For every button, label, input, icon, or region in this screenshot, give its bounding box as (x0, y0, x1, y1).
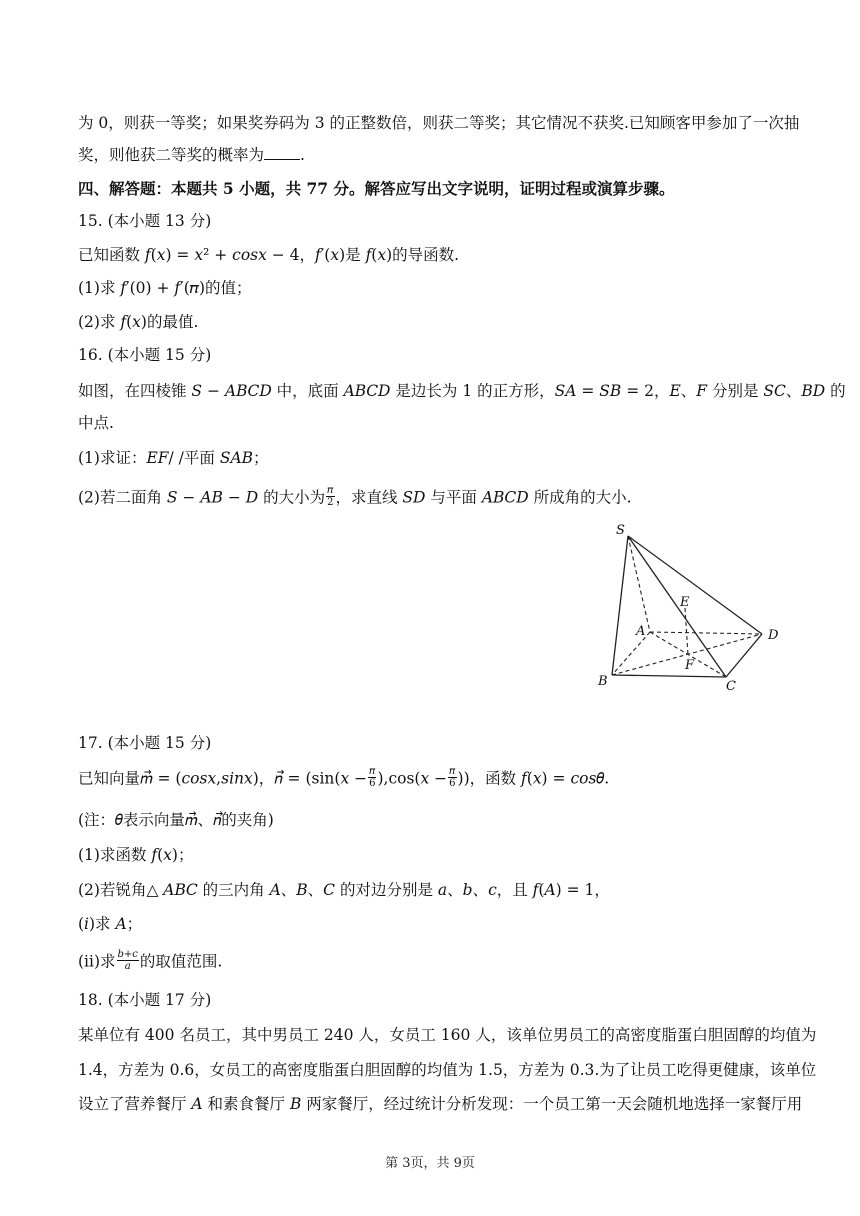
edge-sd (628, 536, 762, 634)
question-17-stem: 已知向量𝑚⃗ = (𝑐𝑜𝑠𝑥,𝑠𝑖𝑛𝑥)，𝑛⃗ = (sin(𝑥 − $\frac{\text{𝜋}}{6}$ ),cos(𝑥 − $\frac{\text{𝜋}}{6}$ ))，函数 𝑓(𝑥) = 𝑐𝑜𝑠𝜃. (78, 766, 610, 789)
text-line: 为 0，则获一等奖；如果奖券码为 3 的正整数倍，则获二等奖；其它情况不获奖.已知顾客甲参加了一次抽 (78, 114, 800, 132)
question-17-part-2-ii: (ⅱ)求 $\frac{\text{𝑏+𝑐}}{\text{𝑎}}$ 的取值范围. (78, 949, 223, 972)
point-label-e: E (680, 595, 690, 610)
vertex-label-d: D (768, 628, 779, 643)
edge-sb (612, 536, 628, 675)
question-16-stem: 如图，在四棱锥 𝑆 − 𝐴𝐵𝐶𝐷 中，底面 𝐴𝐵𝐶𝐷 是边长为 1 的正方形，𝑆𝐴 = 𝑆𝐵 = 2，𝐸、𝐹 分别是 𝑆𝐶、𝐵𝐷 的 (78, 382, 846, 400)
question-15-heading: 15. (本小题 13 分) (78, 212, 212, 230)
segment-ef (685, 608, 688, 655)
question-17-part-1: (1)求函数 𝑓(𝑥)； (78, 846, 194, 864)
pyramid-figure (590, 520, 820, 700)
edge-ad (650, 632, 762, 634)
fraction: $\frac{\text{𝑏+𝑐}}{\text{𝑎}}$ (117, 949, 138, 972)
vertex-label-c: C (726, 679, 736, 694)
answer-blank (264, 145, 300, 160)
text-line: 奖，则他获二等奖的概率为 . (78, 146, 305, 164)
vertex-label-s: S (616, 523, 625, 538)
question-15-part-2: (2)求 𝑓(𝑥)的最值. (78, 313, 199, 331)
question-17-note: (注：𝜃表示向量𝑚⃗、𝑛⃗的夹角) (78, 811, 274, 829)
question-18-text: 设立了营养餐厅 𝐴 和素食餐厅 𝐵 两家餐厅，经过统计分析发现：一个员工第一天会随机地选择一家餐厅用 (78, 1095, 803, 1113)
page-footer: 第 3页，共 9页 (385, 1156, 475, 1171)
section-heading: 四、解答题：本题共 5 小题，共 77 分。解答应写出文字说明，证明过程或演算步骤。 (78, 179, 675, 198)
fraction: $\frac{\text{𝜋}}{2}$ (327, 485, 334, 508)
question-17-part-2-i: (𝑖)求 𝐴； (78, 915, 143, 933)
question-18-text: 某单位有 400 名员工，其中男员工 240 人，女员工 160 人，该单位男员工的高密度脂蛋白胆固醇的均值为 (78, 1026, 817, 1044)
fraction: $\frac{\text{𝜋}}{6}$ (449, 766, 456, 789)
question-16-part-2: (2)若二面角 𝑆 − 𝐴𝐵 − 𝐷 的大小为 $\frac{\text{𝜋}}{2}$ ，求直线 𝑆𝐷 与平面 𝐴𝐵𝐶𝐷 所成角的大小. (78, 485, 632, 508)
question-18-text: 1.4，方差为 0.6，女员工的高密度脂蛋白胆固醇的均值为 1.5，方差为 0.3.为了让员工吃得更健康，该单位 (78, 1061, 817, 1079)
question-16-heading: 16. (本小题 15 分) (78, 346, 212, 364)
question-16-stem-cont: 中点. (78, 414, 114, 432)
edge-bc (612, 675, 726, 677)
vertex-label-a: A (636, 624, 646, 639)
question-16-part-1: (1)求证：𝐸𝐹/ /平面 𝑆𝐴𝐵； (78, 449, 269, 467)
question-18-heading: 18. (本小题 17 分) (78, 991, 212, 1009)
question-17-part-2: (2)若锐角△ 𝐴𝐵𝐶 的三内角 𝐴、𝐵、𝐶 的对边分别是 𝑎、𝑏、𝑐，且 𝑓(𝐴) = 1， (78, 881, 610, 899)
question-15-stem: 已知函数 𝑓(𝑥) = 𝑥² + 𝑐𝑜𝑠𝑥 − 4，𝑓′(𝑥)是 𝑓(𝑥)的导函数. (78, 246, 460, 264)
point-label-f: F (685, 658, 695, 673)
edge-cd (726, 634, 762, 677)
question-17-heading: 17. (本小题 15 分) (78, 734, 212, 752)
vertex-label-b: B (598, 674, 608, 689)
question-15-part-1: (1)求 𝑓′(0) + 𝑓′(𝜋)的值； (78, 279, 252, 297)
fraction: $\frac{\text{𝜋}}{6}$ (369, 766, 376, 789)
edge-sc (628, 536, 726, 677)
